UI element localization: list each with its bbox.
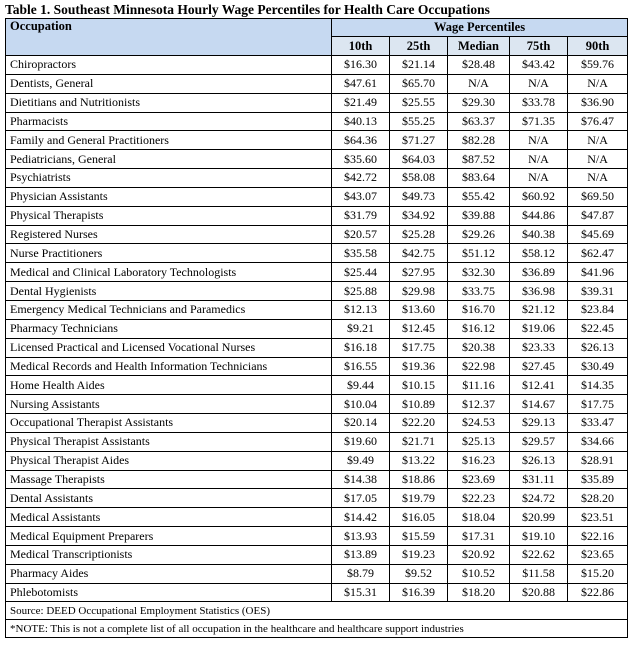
wage-cell: $29.98 (390, 282, 448, 301)
wage-cell: $23.69 (448, 470, 510, 489)
wage-cell: $14.42 (332, 508, 390, 527)
wage-cell: $55.25 (390, 112, 448, 131)
wage-cell: $40.38 (510, 225, 568, 244)
wage-cell: $29.13 (510, 414, 568, 433)
wage-cell: $42.72 (332, 169, 390, 188)
column-header-median: Median (448, 37, 510, 56)
wage-cell: $24.53 (448, 414, 510, 433)
wage-cell: $16.30 (332, 56, 390, 75)
wage-cell: $9.44 (332, 376, 390, 395)
wage-cell: $17.75 (390, 338, 448, 357)
table-row (6, 489, 628, 508)
wage-cell: $16.18 (332, 338, 390, 357)
wage-cell: $43.42 (510, 56, 568, 75)
wage-cell: $82.28 (448, 131, 510, 150)
table-row (6, 357, 628, 376)
wage-cell: $33.75 (448, 282, 510, 301)
table-row (6, 187, 628, 206)
wage-cell: $87.52 (448, 150, 510, 169)
occupation-cell: Pharmacy Aides (6, 564, 332, 583)
table-row (6, 527, 628, 546)
occupation-cell: Medical Assistants (6, 508, 332, 527)
wage-cell: $22.86 (568, 583, 628, 602)
wage-cell: $21.14 (390, 56, 448, 75)
wage-cell: $15.20 (568, 564, 628, 583)
wage-percentiles-header: Wage Percentiles (332, 19, 628, 37)
wage-cell: $22.62 (510, 545, 568, 564)
table-row (6, 93, 628, 112)
wage-cell: $25.13 (448, 432, 510, 451)
column-header-10th: 10th (332, 37, 390, 56)
wage-cell: $11.16 (448, 376, 510, 395)
source-note: Source: DEED Occupational Employment Statistics (OES) (6, 602, 628, 620)
wage-cell: $59.76 (568, 56, 628, 75)
table-row (6, 225, 628, 244)
wage-cell: $49.73 (390, 187, 448, 206)
wage-cell: $35.60 (332, 150, 390, 169)
table-row (6, 395, 628, 414)
footnote: *NOTE: This is not a complete list of all occupation in the healthcare and healthcare support industries (6, 620, 628, 638)
wage-cell: $33.78 (510, 93, 568, 112)
occupation-cell: Nurse Practitioners (6, 244, 332, 263)
wage-cell: $55.42 (448, 187, 510, 206)
wage-cell: $10.15 (390, 376, 448, 395)
wage-cell: $21.71 (390, 432, 448, 451)
wage-cell: $22.16 (568, 527, 628, 546)
wage-cell: $19.10 (510, 527, 568, 546)
table-row (6, 150, 628, 169)
wage-cell: $23.51 (568, 508, 628, 527)
table-row (6, 583, 628, 602)
wage-cell: $25.55 (390, 93, 448, 112)
wage-cell: $71.35 (510, 112, 568, 131)
occupation-cell: Physician Assistants (6, 187, 332, 206)
wage-cell: $21.12 (510, 300, 568, 319)
wage-cell: $19.36 (390, 357, 448, 376)
wage-cell: $13.93 (332, 527, 390, 546)
wage-cell: $29.26 (448, 225, 510, 244)
wage-cell: $29.57 (510, 432, 568, 451)
occupation-cell: Pharmacists (6, 112, 332, 131)
occupation-cell: Psychiatrists (6, 169, 332, 188)
table-row (6, 319, 628, 338)
table-row (6, 56, 628, 75)
wage-cell: $24.72 (510, 489, 568, 508)
wage-cell: $17.05 (332, 489, 390, 508)
wage-cell: $33.47 (568, 414, 628, 433)
wage-cell: N/A (448, 74, 510, 93)
table-row (6, 282, 628, 301)
wage-cell: $28.48 (448, 56, 510, 75)
occupation-cell: Dentists, General (6, 74, 332, 93)
occupation-cell: Medical Equipment Preparers (6, 527, 332, 546)
table-row (6, 470, 628, 489)
wage-cell: $16.39 (390, 583, 448, 602)
wage-cell: $28.91 (568, 451, 628, 470)
wage-cell: $13.89 (332, 545, 390, 564)
wage-cell: $13.22 (390, 451, 448, 470)
wage-cell: $12.41 (510, 376, 568, 395)
column-header-75th: 75th (510, 37, 568, 56)
wage-cell: $25.44 (332, 263, 390, 282)
wage-cell: $22.23 (448, 489, 510, 508)
wage-cell: $36.90 (568, 93, 628, 112)
wage-cell: $15.59 (390, 527, 448, 546)
occupation-header: Occupation (6, 19, 332, 56)
wage-cell: $39.88 (448, 206, 510, 225)
wage-cell: $20.57 (332, 225, 390, 244)
occupation-cell: Dental Assistants (6, 489, 332, 508)
occupation-cell: Medical Transcriptionists (6, 545, 332, 564)
wage-cell: $15.31 (332, 583, 390, 602)
wage-cell: $16.70 (448, 300, 510, 319)
table-row (6, 244, 628, 263)
occupation-cell: Family and General Practitioners (6, 131, 332, 150)
wage-cell: $10.89 (390, 395, 448, 414)
table-row (6, 300, 628, 319)
wage-cell: $17.75 (568, 395, 628, 414)
wage-cell: $20.38 (448, 338, 510, 357)
wage-cell: $39.31 (568, 282, 628, 301)
wage-cell: $42.75 (390, 244, 448, 263)
wage-cell: N/A (568, 169, 628, 188)
occupation-cell: Medical and Clinical Laboratory Technologists (6, 263, 332, 282)
wage-cell: N/A (568, 74, 628, 93)
wage-cell: $35.89 (568, 470, 628, 489)
wage-cell: $16.55 (332, 357, 390, 376)
wage-table (5, 18, 628, 638)
wage-cell: $10.52 (448, 564, 510, 583)
wage-cell: $11.58 (510, 564, 568, 583)
wage-cell: N/A (510, 150, 568, 169)
table-row (6, 338, 628, 357)
wage-cell: $19.79 (390, 489, 448, 508)
wage-cell: $51.12 (448, 244, 510, 263)
occupation-cell: Physical Therapist Aides (6, 451, 332, 470)
wage-cell: $14.38 (332, 470, 390, 489)
occupation-cell: Medical Records and Health Information Technicians (6, 357, 332, 376)
wage-cell: $34.92 (390, 206, 448, 225)
wage-cell: $9.21 (332, 319, 390, 338)
wage-cell: $16.05 (390, 508, 448, 527)
wage-cell: $26.13 (510, 451, 568, 470)
wage-cell: $47.87 (568, 206, 628, 225)
wage-cell: $34.66 (568, 432, 628, 451)
wage-cell: $22.20 (390, 414, 448, 433)
table-title: Table 1. Southeast Minnesota Hourly Wage Percentiles for Health Care Occupations (5, 2, 490, 17)
occupation-cell: Dietitians and Nutritionists (6, 93, 332, 112)
wage-cell: $19.06 (510, 319, 568, 338)
wage-cell: $10.04 (332, 395, 390, 414)
table-container (5, 2, 627, 638)
wage-cell: $36.89 (510, 263, 568, 282)
wage-cell: $23.65 (568, 545, 628, 564)
wage-cell: $9.52 (390, 564, 448, 583)
wage-cell: $63.37 (448, 112, 510, 131)
wage-cell: $12.13 (332, 300, 390, 319)
wage-cell: $22.45 (568, 319, 628, 338)
wage-cell: $25.28 (390, 225, 448, 244)
wage-cell: $43.07 (332, 187, 390, 206)
table-row (6, 451, 628, 470)
wage-cell: $71.27 (390, 131, 448, 150)
wage-cell: $14.35 (568, 376, 628, 395)
wage-cell: $62.47 (568, 244, 628, 263)
wage-cell: $19.60 (332, 432, 390, 451)
occupation-cell: Nursing Assistants (6, 395, 332, 414)
wage-cell: $58.12 (510, 244, 568, 263)
wage-cell: $12.37 (448, 395, 510, 414)
wage-cell: $18.86 (390, 470, 448, 489)
wage-cell: $12.45 (390, 319, 448, 338)
wage-cell: $25.88 (332, 282, 390, 301)
wage-cell: $29.30 (448, 93, 510, 112)
wage-cell: $65.70 (390, 74, 448, 93)
wage-cell: $60.92 (510, 187, 568, 206)
wage-cell: $20.14 (332, 414, 390, 433)
wage-cell: $28.20 (568, 489, 628, 508)
wage-cell: $27.45 (510, 357, 568, 376)
wage-cell: $14.67 (510, 395, 568, 414)
wage-cell: $21.49 (332, 93, 390, 112)
wage-cell: $17.31 (448, 527, 510, 546)
table-row (6, 112, 628, 131)
table-row (6, 263, 628, 282)
wage-cell: $32.30 (448, 263, 510, 282)
wage-cell: $41.96 (568, 263, 628, 282)
wage-cell: N/A (510, 74, 568, 93)
table-row (6, 432, 628, 451)
occupation-cell: Massage Therapists (6, 470, 332, 489)
wage-cell: $16.23 (448, 451, 510, 470)
wage-cell: $58.08 (390, 169, 448, 188)
wage-cell: $20.92 (448, 545, 510, 564)
wage-cell: $36.98 (510, 282, 568, 301)
wage-cell: $13.60 (390, 300, 448, 319)
occupation-cell: Physical Therapists (6, 206, 332, 225)
occupation-cell: Home Health Aides (6, 376, 332, 395)
wage-cell: $40.13 (332, 112, 390, 131)
occupation-cell: Licensed Practical and Licensed Vocational Nurses (6, 338, 332, 357)
table-row (6, 545, 628, 564)
table-row (6, 206, 628, 225)
wage-cell: $64.36 (332, 131, 390, 150)
wage-cell: $31.79 (332, 206, 390, 225)
wage-cell: $76.47 (568, 112, 628, 131)
occupation-cell: Emergency Medical Technicians and Paramedics (6, 300, 332, 319)
wage-cell: N/A (510, 169, 568, 188)
wage-cell: $30.49 (568, 357, 628, 376)
wage-cell: $35.58 (332, 244, 390, 263)
wage-cell: N/A (510, 131, 568, 150)
table-row (6, 414, 628, 433)
table-row (6, 74, 628, 93)
wage-cell: $47.61 (332, 74, 390, 93)
wage-cell: $44.86 (510, 206, 568, 225)
table-row (6, 564, 628, 583)
column-header-90th: 90th (568, 37, 628, 56)
column-header-25th: 25th (390, 37, 448, 56)
wage-cell: $20.88 (510, 583, 568, 602)
wage-cell: $18.04 (448, 508, 510, 527)
occupation-cell: Occupational Therapist Assistants (6, 414, 332, 433)
table-row (6, 169, 628, 188)
occupation-cell: Dental Hygienists (6, 282, 332, 301)
wage-cell: $26.13 (568, 338, 628, 357)
wage-cell: $19.23 (390, 545, 448, 564)
occupation-cell: Registered Nurses (6, 225, 332, 244)
wage-cell: $18.20 (448, 583, 510, 602)
occupation-cell: Pharmacy Technicians (6, 319, 332, 338)
occupation-cell: Physical Therapist Assistants (6, 432, 332, 451)
wage-cell: $27.95 (390, 263, 448, 282)
table-body (6, 56, 628, 602)
occupation-cell: Pediatricians, General (6, 150, 332, 169)
wage-cell: N/A (568, 131, 628, 150)
wage-cell: $83.64 (448, 169, 510, 188)
table-row (6, 131, 628, 150)
wage-cell: $16.12 (448, 319, 510, 338)
occupation-cell: Chiropractors (6, 56, 332, 75)
wage-cell: $22.98 (448, 357, 510, 376)
wage-cell: $64.03 (390, 150, 448, 169)
wage-cell: $31.11 (510, 470, 568, 489)
wage-cell: $69.50 (568, 187, 628, 206)
wage-cell: $8.79 (332, 564, 390, 583)
wage-cell: N/A (568, 150, 628, 169)
wage-cell: $9.49 (332, 451, 390, 470)
wage-cell: $23.33 (510, 338, 568, 357)
wage-cell: $20.99 (510, 508, 568, 527)
wage-cell: $45.69 (568, 225, 628, 244)
table-row (6, 508, 628, 527)
table-row (6, 376, 628, 395)
wage-cell: $23.84 (568, 300, 628, 319)
occupation-cell: Phlebotomists (6, 583, 332, 602)
